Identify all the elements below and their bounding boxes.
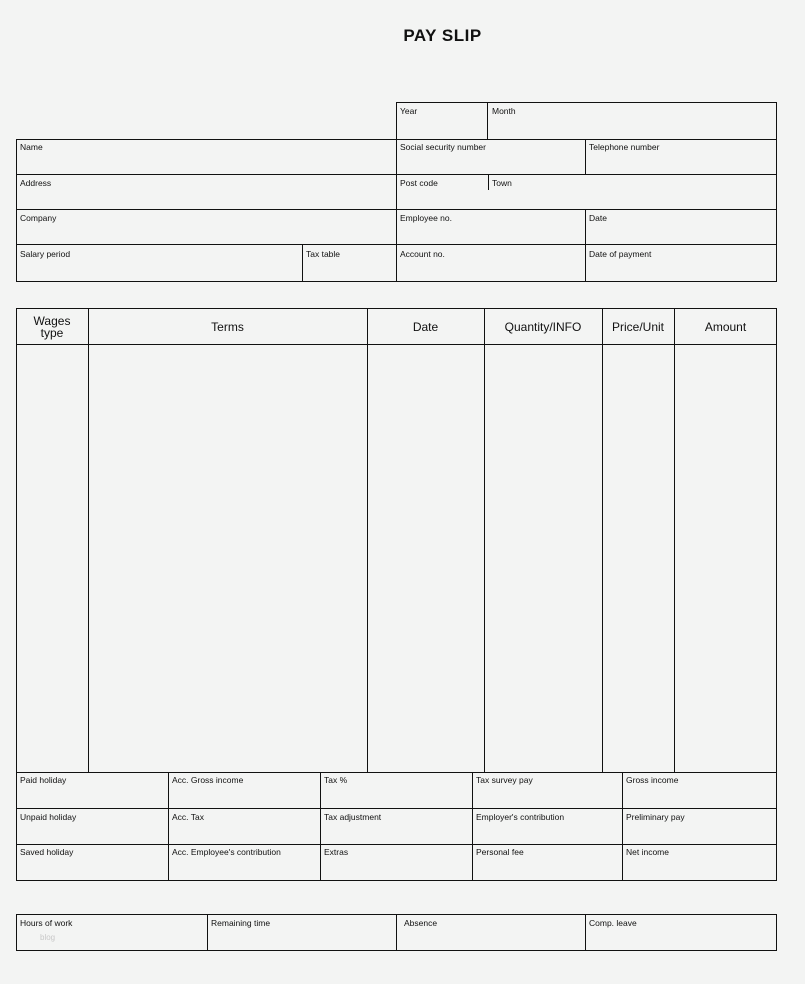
column-header-amount: Amount xyxy=(704,319,747,334)
column-header-terms: Terms xyxy=(211,319,244,334)
post-code-label: Post code xyxy=(400,178,438,188)
town-label: Town xyxy=(492,178,512,188)
column-header-wages-type: Wages type xyxy=(33,313,71,340)
comp-leave-label: Comp. leave xyxy=(589,918,637,928)
absence-label: Absence xyxy=(404,918,438,928)
address-label: Address xyxy=(20,178,52,188)
personal-fee-label: Personal fee xyxy=(476,847,524,857)
paid-holiday-label: Paid holiday xyxy=(20,775,67,785)
acc-employees-contribution-label: Acc. Employee's contribution xyxy=(172,847,281,857)
date-of-payment-label: Date of payment xyxy=(589,249,652,259)
account-no-label: Account no. xyxy=(400,249,445,259)
tax-table-label: Tax table xyxy=(306,249,341,259)
saved-holiday-label: Saved holiday xyxy=(20,847,74,857)
remaining-time-label: Remaining time xyxy=(211,918,271,928)
acc-tax-label: Acc. Tax xyxy=(172,812,204,822)
acc-gross-income-label: Acc. Gross income xyxy=(172,775,244,785)
company-label: Company xyxy=(20,213,57,223)
name-label: Name xyxy=(20,142,43,152)
tax-adjustment-label: Tax adjustment xyxy=(324,812,382,822)
employee-no-label: Employee no. xyxy=(400,213,452,223)
column-header-price-unit: Price/Unit xyxy=(611,319,664,334)
employers-contribution-label: Employer's contribution xyxy=(476,812,565,822)
date-label: Date xyxy=(589,213,607,223)
summary-frame xyxy=(16,772,777,881)
hours-of-work-label: Hours of work xyxy=(20,918,73,928)
net-income-label: Net income xyxy=(626,847,669,857)
column-header-date: Date xyxy=(412,319,439,334)
column-header-quantity-info: Quantity/INFO xyxy=(504,319,582,334)
ssn-label: Social security number xyxy=(400,142,486,152)
extras-label: Extras xyxy=(324,847,349,857)
month-label: Month xyxy=(492,106,516,116)
preliminary-pay-label: Preliminary pay xyxy=(626,812,685,822)
year-label: Year xyxy=(400,106,418,116)
tax-percent-label: Tax % xyxy=(324,775,348,785)
salary-period-label: Salary period xyxy=(20,249,71,259)
gross-income-label: Gross income xyxy=(626,775,679,785)
telephone-label: Telephone number xyxy=(589,142,660,152)
page-title: PAY SLIP xyxy=(403,26,482,45)
tax-survey-pay-label: Tax survey pay xyxy=(476,775,533,785)
year-month-box xyxy=(396,102,777,140)
watermark: blog xyxy=(40,933,56,942)
unpaid-holiday-label: Unpaid holiday xyxy=(20,812,77,822)
wages-table-frame xyxy=(16,308,777,773)
